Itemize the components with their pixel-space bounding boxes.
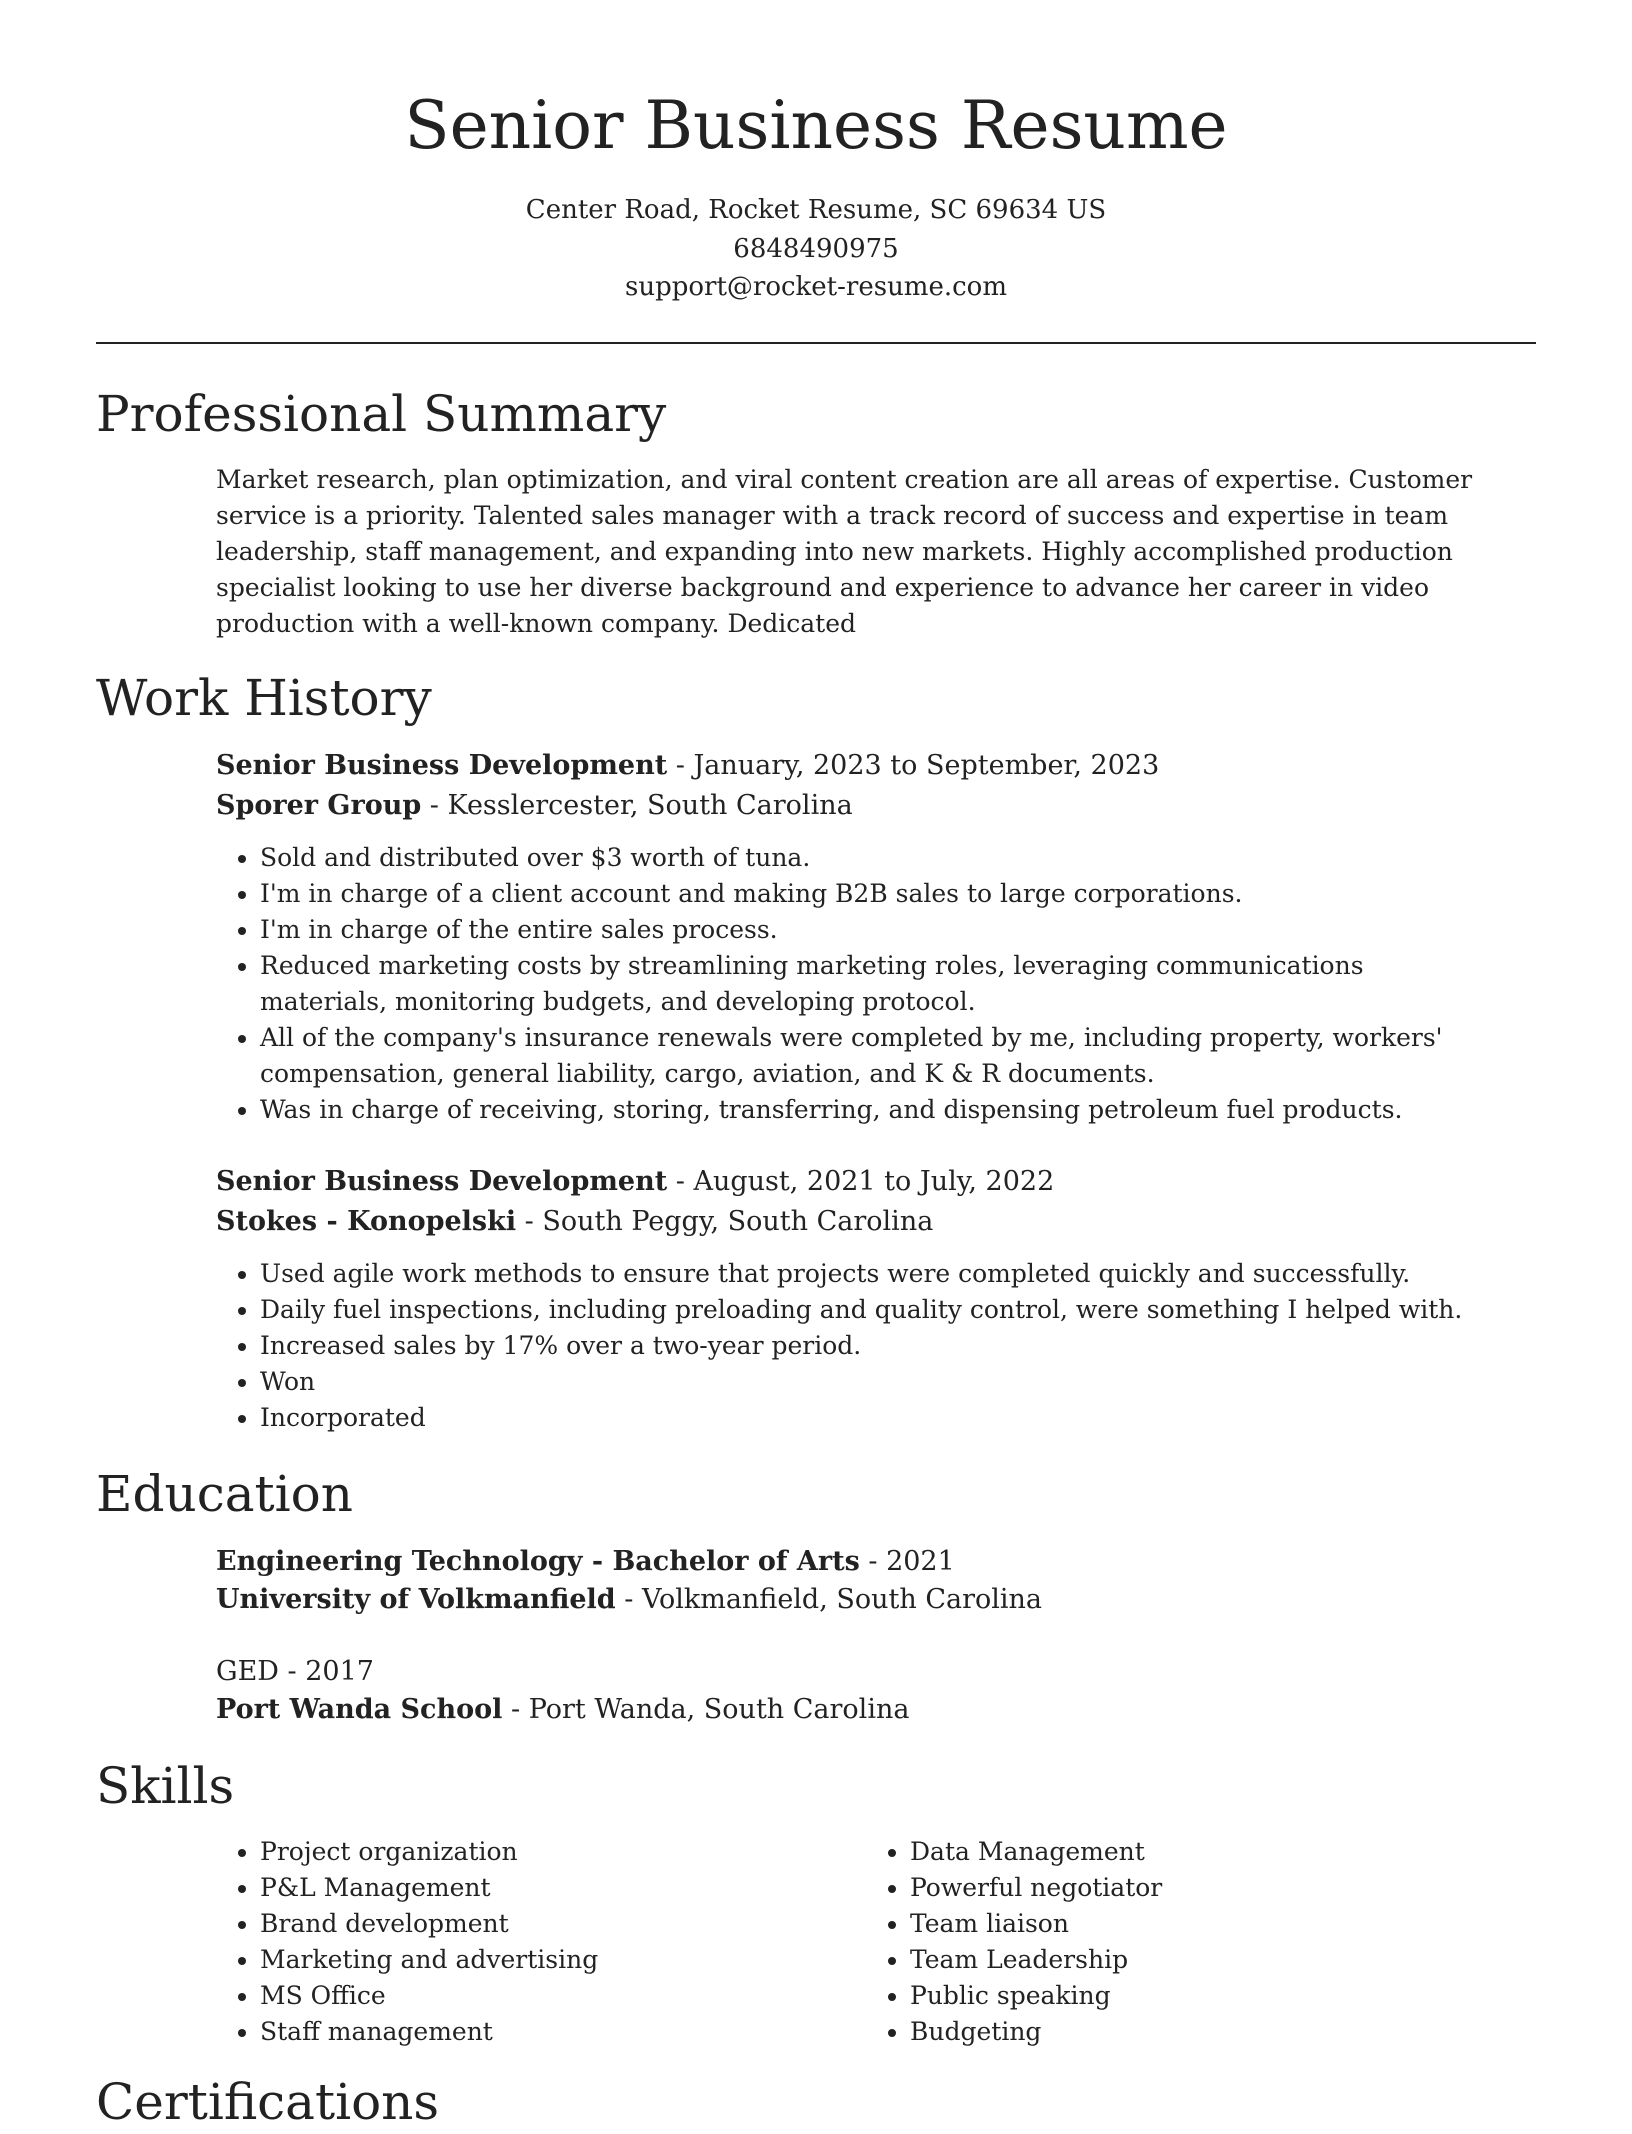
job-bullets — [216, 1256, 1490, 1436]
education-location: - Port Wanda, South Carolina — [502, 1694, 910, 1725]
list-item: • Brand development — [260, 1906, 820, 1942]
education-year: - 2021 — [859, 1546, 955, 1577]
list-item: • Sold and distributed over $3 worth of tuna. — [260, 840, 1490, 876]
job-title: Senior Business Development — [216, 1166, 668, 1197]
education-school: Port Wanda School — [216, 1694, 503, 1725]
list-item: • Won — [260, 1364, 1490, 1400]
list-item: • I'm in charge of a client account and making B2B sales to large corporations. — [260, 876, 1490, 912]
section-title-certifications: Certifications — [96, 2073, 440, 2131]
job-heading — [216, 746, 1159, 786]
job-dates: - January, 2023 to September, 2023 — [667, 750, 1160, 781]
list-item: • All of the company's insurance renewals were completed by me, including property, workers' compensation, general liability, cargo, aviation, and K & R documents. — [260, 1020, 1490, 1092]
education-location: - Volkmanfield, South Carolina — [615, 1584, 1043, 1615]
section-title-summary: Professional Summary — [96, 385, 667, 443]
job-company: Sporer Group — [216, 790, 422, 821]
list-item: • Increased sales by 17% over a two-year period. — [260, 1328, 1490, 1364]
list-item: • I'm in charge of the entire sales process. — [260, 912, 1490, 948]
list-item: • Staff management — [260, 2014, 820, 2050]
contact-email: support@rocket-resume.com — [624, 272, 1007, 302]
job-location: - Kesslercester, South Carolina — [421, 790, 853, 821]
list-item: • Budgeting — [910, 2014, 1470, 2050]
job-dates: - August, 2021 to July, 2022 — [667, 1166, 1055, 1197]
job-employer — [216, 786, 853, 826]
section-title-work-history: Work History — [96, 669, 432, 727]
list-item: • Team Leadership — [910, 1942, 1470, 1978]
list-item: • Daily fuel inspections, including preloading and quality control, were something I helped with. — [260, 1292, 1490, 1328]
list-item: • Powerful negotiator — [910, 1870, 1470, 1906]
job-company: Stokes - Konopelski — [216, 1206, 517, 1237]
education-degree: Engineering Technology - Bachelor of Arts — [216, 1546, 860, 1577]
list-item: • Used agile work methods to ensure that projects were completed quickly and successfully. — [260, 1256, 1490, 1292]
education-degree: GED - 2017 — [216, 1656, 374, 1687]
job-location: - South Peggy, South Carolina — [516, 1206, 934, 1237]
education-school: University of Volkmanfield — [216, 1584, 616, 1615]
list-item: • Public speaking — [910, 1978, 1470, 2014]
skills-list-left — [216, 1834, 820, 2050]
list-item: • Incorporated — [260, 1400, 1490, 1436]
section-title-skills: Skills — [96, 1757, 235, 1815]
job-employer — [216, 1202, 933, 1242]
list-item: • Marketing and advertising — [260, 1942, 820, 1978]
list-item: • MS Office — [260, 1978, 820, 2014]
resume-title: Senior Business Resume — [404, 87, 1228, 164]
contact-phone: 6848490975 — [733, 234, 899, 264]
list-item: • P&L Management — [260, 1870, 820, 1906]
contact-address: Center Road, Rocket Resume, SC 69634 US — [525, 195, 1107, 225]
skills-list-right — [866, 1834, 1470, 2050]
list-item: • Data Management — [910, 1834, 1470, 1870]
education-heading — [216, 1652, 374, 1692]
education-school-line — [216, 1690, 909, 1730]
list-item: • Team liaison — [910, 1906, 1470, 1942]
job-heading — [216, 1162, 1054, 1202]
education-heading — [216, 1542, 955, 1582]
summary-text: Market research, plan optimization, and viral content creation are all areas of expertise. Customer service is a priority. Talented sales manager with a track record of success and expertise in team leadership, staff management, and expanding into new markets. Highly accomplished production specialist looking to use her diverse background and experience to advance her career in video production with a well-known company. Dedicated — [216, 465, 1473, 638]
list-item: • Was in charge of receiving, storing, transferring, and dispensing petroleum fuel products. — [260, 1092, 1490, 1128]
job-title: Senior Business Development — [216, 750, 668, 781]
list-item: • Project organization — [260, 1834, 820, 1870]
list-item: • Reduced marketing costs by streamlining marketing roles, leveraging communications materials, monitoring budgets, and developing protocol. — [260, 948, 1490, 1020]
job-bullets — [216, 840, 1490, 1128]
header-divider — [96, 342, 1536, 344]
section-title-education: Education — [96, 1465, 353, 1523]
education-school-line — [216, 1580, 1042, 1620]
